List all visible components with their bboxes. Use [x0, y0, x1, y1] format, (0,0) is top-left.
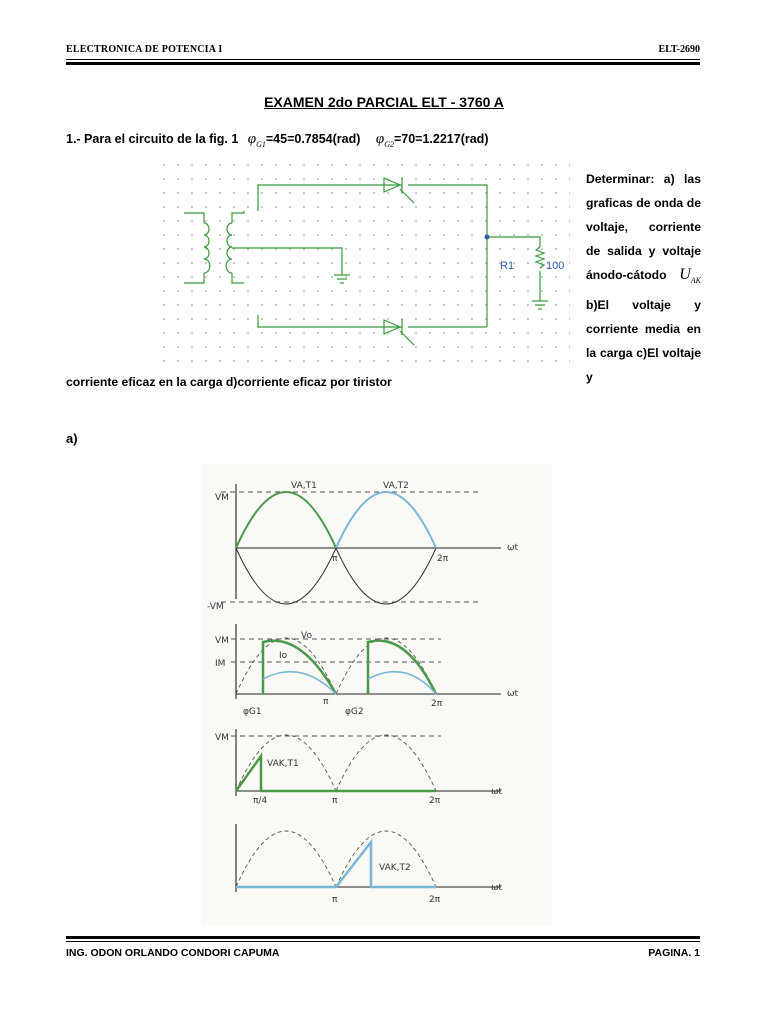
label-pi-3: π — [332, 796, 338, 806]
label-pi-4: π — [332, 895, 338, 905]
waveform-graphs — [201, 464, 552, 926]
footer-rule-thick — [66, 936, 700, 939]
determinar-continuation: corriente eficaz en la carga d)corriente eficaz por tiristor — [66, 375, 392, 389]
wave-ref-4 — [336, 735, 436, 791]
label-wt-4: ωt — [491, 883, 503, 893]
determinar-part-b: b)El voltaje y corriente media en la carga c)El voltaje y — [586, 298, 701, 385]
label-vo: Vo — [301, 631, 312, 641]
wave-neg-1 — [236, 548, 336, 604]
section-label-a: a) — [66, 431, 78, 446]
label-pi-2: π — [323, 697, 329, 707]
label-pi4: π/4 — [253, 796, 268, 806]
wave-neg-2 — [336, 548, 436, 604]
circuit-diagram — [162, 163, 570, 369]
page-header — [66, 44, 700, 58]
wave-ref-6 — [336, 831, 436, 887]
wave-ref-2 — [336, 638, 436, 694]
phi-g2-value: =70=1.2217(rad) — [393, 132, 489, 146]
label-vm-3: VM — [215, 733, 229, 743]
course-code: ELT-2690 — [658, 44, 700, 55]
determinar-part-a: Determinar: a) las graficas de onda de voltaje, corriente de salida y voltaje ánodo-cátodo — [586, 172, 701, 282]
wave-ref-5 — [236, 831, 336, 887]
label-vm-2: VM — [215, 636, 229, 646]
label-im: IM — [215, 659, 226, 669]
label-vm-1: VM — [215, 493, 229, 503]
label-phi-g2: φG2 — [345, 707, 364, 717]
label-wt-1: ωt — [507, 543, 519, 553]
junction-node — [485, 235, 490, 240]
page-number: PAGINA. 1 — [648, 947, 700, 959]
label-va-t1: VA,T1 — [291, 481, 317, 491]
label-2pi-3: 2π — [429, 796, 441, 806]
wave-vak-t1 — [236, 756, 436, 791]
question-1 — [66, 131, 488, 149]
label-2pi-1: 2π — [437, 554, 449, 564]
question-prefix: 1.- Para el circuito de la fig. 1 — [66, 132, 239, 146]
label-io: Io — [279, 651, 288, 661]
label-neg-vm: -VM — [207, 602, 224, 612]
label-va-t2: VA,T2 — [383, 481, 409, 491]
determinar-text — [586, 167, 701, 389]
label-wt-2: ωt — [507, 689, 519, 699]
label-wt-3: ωt — [491, 787, 503, 797]
wave-ref-1 — [236, 638, 336, 694]
uak-symbol: $U_{AK}$ — [679, 266, 701, 286]
phi-g1-value: =45=0.7854(rad) — [265, 132, 361, 146]
wave-vo-1 — [263, 641, 336, 694]
label-pi-1: π — [332, 554, 338, 564]
label-phi-g1: φG1 — [243, 707, 262, 717]
phi-g2-symbol: $\varphi_{G2}$ — [375, 131, 394, 149]
course-name: ELECTRONICA DE POTENCIA I — [66, 44, 223, 55]
wave-va-t1 — [236, 492, 336, 548]
exam-title: EXAMEN 2do PARCIAL ELT - 3760 A — [264, 94, 504, 110]
author-name: ING. ODON ORLANDO CONDORI CAPUMA — [66, 947, 280, 959]
resistor-name: R1 — [500, 260, 515, 272]
wave-vo-2 — [368, 641, 436, 694]
resistor-value: 100 — [546, 260, 565, 272]
label-vak-t2: VAK,T2 — [379, 863, 411, 873]
header-rule-thick — [66, 62, 700, 65]
label-vak-t1: VAK,T1 — [267, 759, 299, 769]
footer-rule-thin — [66, 941, 700, 942]
phi-g1-symbol: $\varphi_{G1}$ — [247, 131, 266, 149]
header-rule-thin — [66, 59, 700, 60]
wave-va-t2 — [336, 492, 436, 548]
label-2pi-2: 2π — [431, 699, 443, 709]
label-2pi-4: 2π — [429, 895, 441, 905]
